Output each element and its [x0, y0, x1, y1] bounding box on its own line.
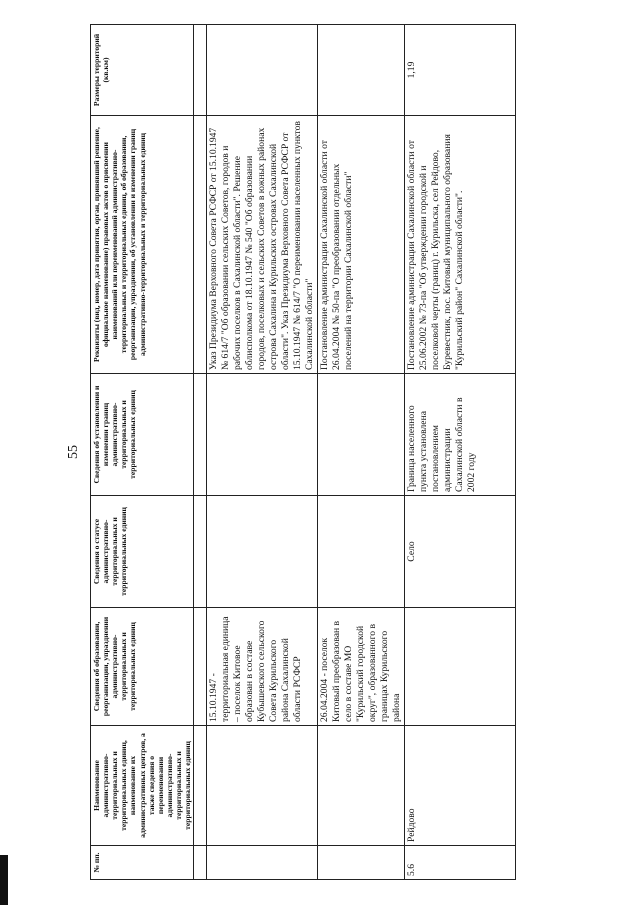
cell-name — [207, 726, 318, 846]
cell-borders — [207, 374, 318, 496]
cell-borders — [318, 374, 405, 496]
cell-formation: 26.04.2004 - поселок Китовый преобразован в село в составе МО "Курильский городской округ", образованного в границах Курильского района — [318, 608, 405, 726]
table-row — [404, 25, 515, 880]
cell-acts: Постановление администрации Сахалинской области от 25.06.2002 № 73-па "Об утверждении городской и поселковой черты (границ) г. Курильска, сел Рейдово, Буревестник, пос. Китовый муниципального образования "Курильский район" Сахалинской области". — [404, 116, 515, 374]
table-row — [207, 25, 318, 880]
rotated-table-container — [90, 25, 600, 880]
table-row — [318, 25, 405, 880]
cell-acts: Постановление администрации Сахалинской области от 26.04.2004 № 50-па "О преобразовании отдельных поселений на территории Сахалинской области" — [318, 116, 405, 374]
header-cell-name: Наименование административно-территориальных и территориальных единиц, наименование их административных центров, а также сведения о переименовании административно-территориальных и территориальных единиц — [91, 726, 194, 846]
cell-area — [318, 25, 405, 116]
cell-status — [207, 496, 318, 608]
cell-status — [318, 496, 405, 608]
scan-margin-mark — [0, 855, 8, 905]
cell-num: 5.6 — [404, 846, 515, 880]
header-cell-area: Размеры территорий (кв.км) — [91, 25, 194, 116]
cell-name: Рейдово — [404, 726, 515, 846]
header-cell-status: Сведения о статусе административно-территориальных и территориальных единиц — [91, 496, 194, 608]
cell-num — [318, 846, 405, 880]
territorial-units-table — [90, 24, 516, 880]
cell-borders: Граница населенного пункта установлена постановлением администрации Сахалинской области в 2002 году — [404, 374, 515, 496]
cell-area: 1,19 — [404, 25, 515, 116]
cell-formation: 15.10.1947 - территориальная единица – поселок Китовое образован в составе Кубышевского сельского Совета Курильского района Сахалинской области РСФСР — [207, 608, 318, 726]
cell-acts: Указ Президиума Верховного Совета РСФСР от 15.10.1947 № 614/7 "Об образовании сельских Советов, городов и рабочих поселков в Сахалинской области". Решение облисполкома от 18.10.1947 № 540 "Об образовании городов, поселковых и сельских Советов в южных районах острова Сахалина и Курильских островах Сахалинской области". Указ Президиума Верховного Совета РСФСР от 15.10.1947 № 614/7 "О переименовании населенных пунктов Сахалинской области" — [207, 116, 318, 374]
spacer-row — [194, 25, 207, 880]
header-cell-formation: Сведения об образовании, реорганизации, упразднении административно-территориальных и территориальных единиц — [91, 608, 194, 726]
header-cell-acts: Реквизиты (вид, номер, дата принятия, орган, принявший решение, официальное наименование) правовых актов о присвоении наименований или переименований административно-территориальных и территориальных единиц, об образовании, реорганизации, упразднении, об установлении и изменении границ административно-территориальных и территориальных единиц — [91, 116, 194, 374]
cell-area — [207, 25, 318, 116]
cell-formation — [404, 608, 515, 726]
cell-name — [318, 726, 405, 846]
cell-status: Село — [404, 496, 515, 608]
header-cell-num: № пп. — [91, 846, 194, 880]
page-number: 55 — [66, 445, 81, 459]
header-row — [91, 25, 194, 880]
header-cell-borders: Сведения об установлении и изменении границ административно-территориальных и территориальных единиц — [91, 374, 194, 496]
cell-num — [207, 846, 318, 880]
